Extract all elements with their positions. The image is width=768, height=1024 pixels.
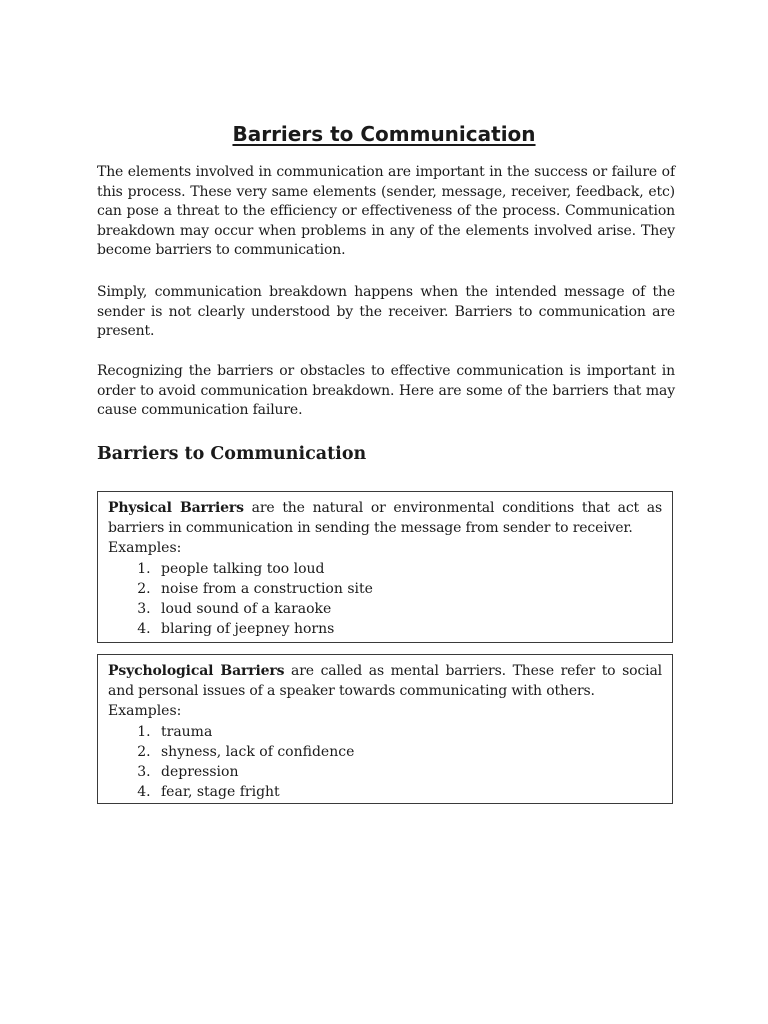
examples-label: Examples: <box>108 540 182 557</box>
list-item: 4. fear, stage fright <box>155 782 662 802</box>
intro-paragraph: The elements involved in communication are important in the success or failure of this process. These very same elements (sender, message, receiver, feedback, etc) can pose a threat to the efficiency or effectiveness of the process. Communication breakdown may occur when problems in any of the elements involved arise. They become barriers to communication. <box>97 164 675 259</box>
list-item: 3. depression <box>155 762 662 782</box>
psychological-barriers-box <box>97 654 673 804</box>
physical-barriers-definition <box>108 498 662 538</box>
document-title: Barriers to Communication <box>232 122 536 146</box>
physical-barriers-term: Physical Barriers <box>108 500 244 516</box>
list-item: 3. loud sound of a karaoke <box>155 599 662 619</box>
psychological-examples-list <box>108 722 662 803</box>
physical-barriers-description: are the natural or environmental conditions that act as barriers in communication in sending the message from sender to receiver. <box>108 500 663 537</box>
section-heading: Barriers to Communication <box>97 444 367 464</box>
list-item: 1. trauma <box>155 722 662 742</box>
list-item: 4. blaring of jeepney horns <box>155 619 662 639</box>
psychological-barriers-definition <box>108 661 662 701</box>
list-item: 2. shyness, lack of confidence <box>155 742 662 762</box>
list-item: 2. noise from a construction site <box>155 579 662 599</box>
physical-barriers-box <box>97 491 673 643</box>
psychological-barriers-term: Psychological Barriers <box>108 663 285 679</box>
breakdown-paragraph: Simply, communication breakdown happens when the intended message of the sender is not clearly understood by the receiver. Barriers to communication are present. <box>97 284 675 340</box>
list-item: 1. people talking too loud <box>155 559 662 579</box>
physical-examples-list <box>108 559 662 640</box>
psychological-barriers-description: are called as mental barriers. These refer to social and personal issues of a speaker towards communicating with others. <box>108 663 662 700</box>
examples-label: Examples: <box>108 703 182 720</box>
recognizing-paragraph: Recognizing the barriers or obstacles to effective communication is important in order to avoid communication breakdown. Here are some of the barriers that may cause communication failure. <box>97 363 675 419</box>
